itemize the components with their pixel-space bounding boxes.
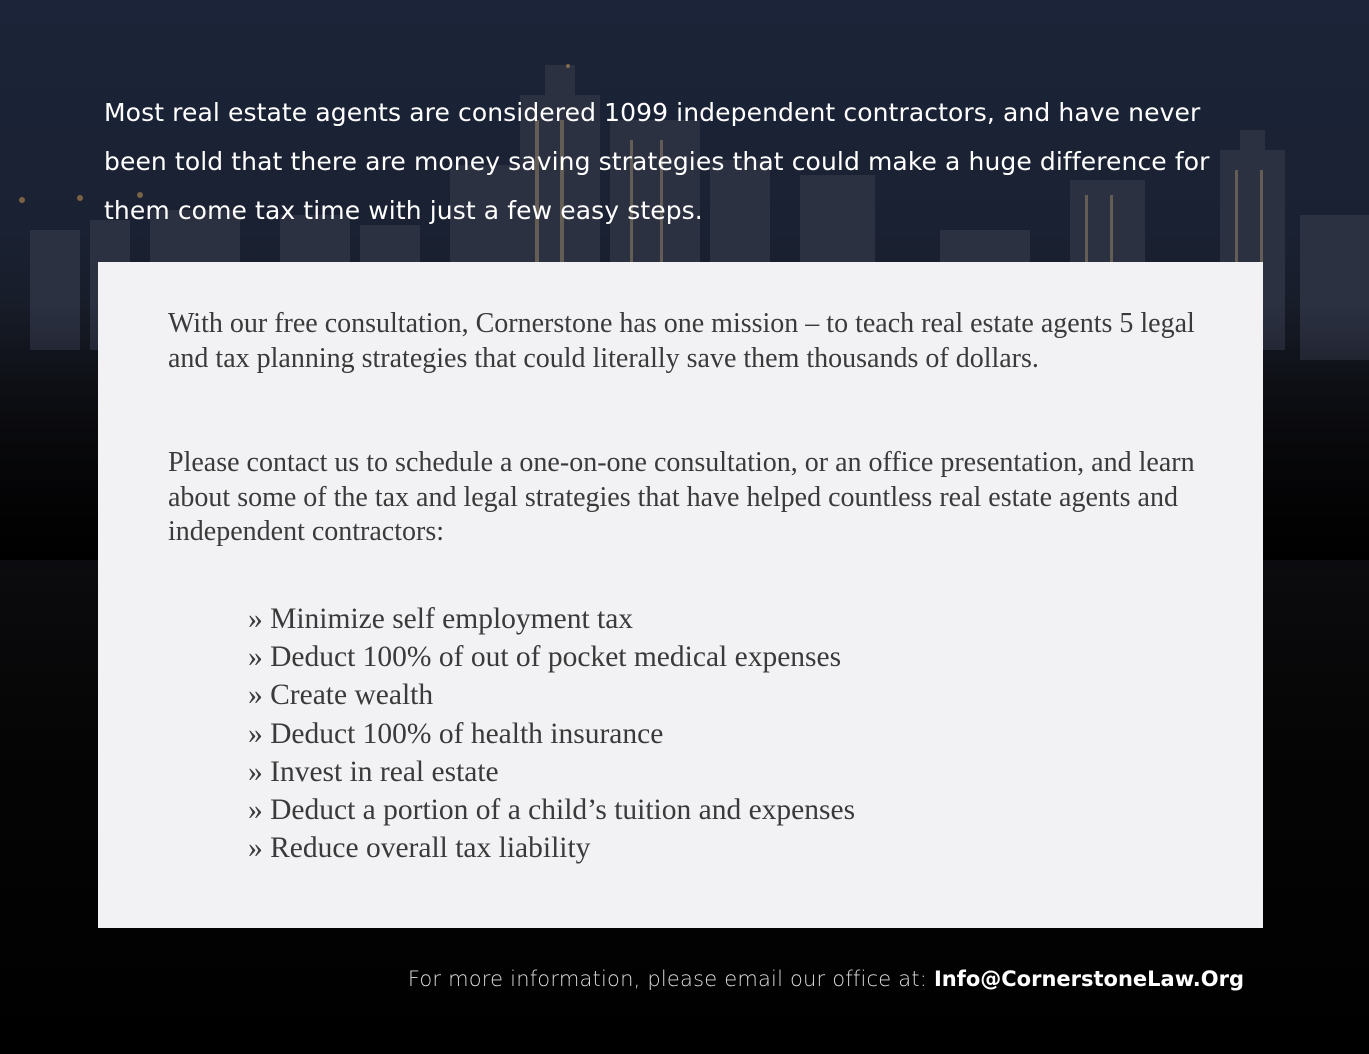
contact-paragraph: Please contact us to schedule a one-on-one consultation, or an office presentation, and learn about some of the tax and legal strategies that have helped countless real estate agents and independent contractors:: [168, 447, 1195, 547]
footer-contact: [408, 967, 1244, 991]
benefit-item: » Reduce overall tax liability: [248, 832, 591, 865]
benefit-item: » Minimize self employment tax: [248, 603, 634, 635]
headline-text: Most real estate agents are considered 1099 independent contractors, and have never been told that there are money saving strategies that could make a huge difference for them come tax time with just a few easy steps.: [104, 98, 1210, 225]
benefit-item: » Deduct 100% of out of pocket medical expenses: [248, 641, 842, 674]
benefits-list: [248, 600, 855, 867]
benefit-item: » Invest in real estate: [248, 755, 499, 788]
footer-label: For more information, please email our office at:: [407, 967, 934, 991]
email-link[interactable]: Info@CornerstoneLaw.Org: [933, 967, 1244, 991]
benefit-item: » Create wealth: [248, 679, 434, 712]
benefit-item: » Deduct a portion of a child’s tuition and expenses: [248, 794, 856, 827]
intro-paragraph: With our free consultation, Cornerstone has one mission – to teach real estate agents 5 legal and tax planning strategies that could literally save them thousands of dollars.: [168, 308, 1195, 374]
content-card: [98, 262, 1263, 928]
benefit-item: » Deduct 100% of health insurance: [248, 717, 664, 750]
